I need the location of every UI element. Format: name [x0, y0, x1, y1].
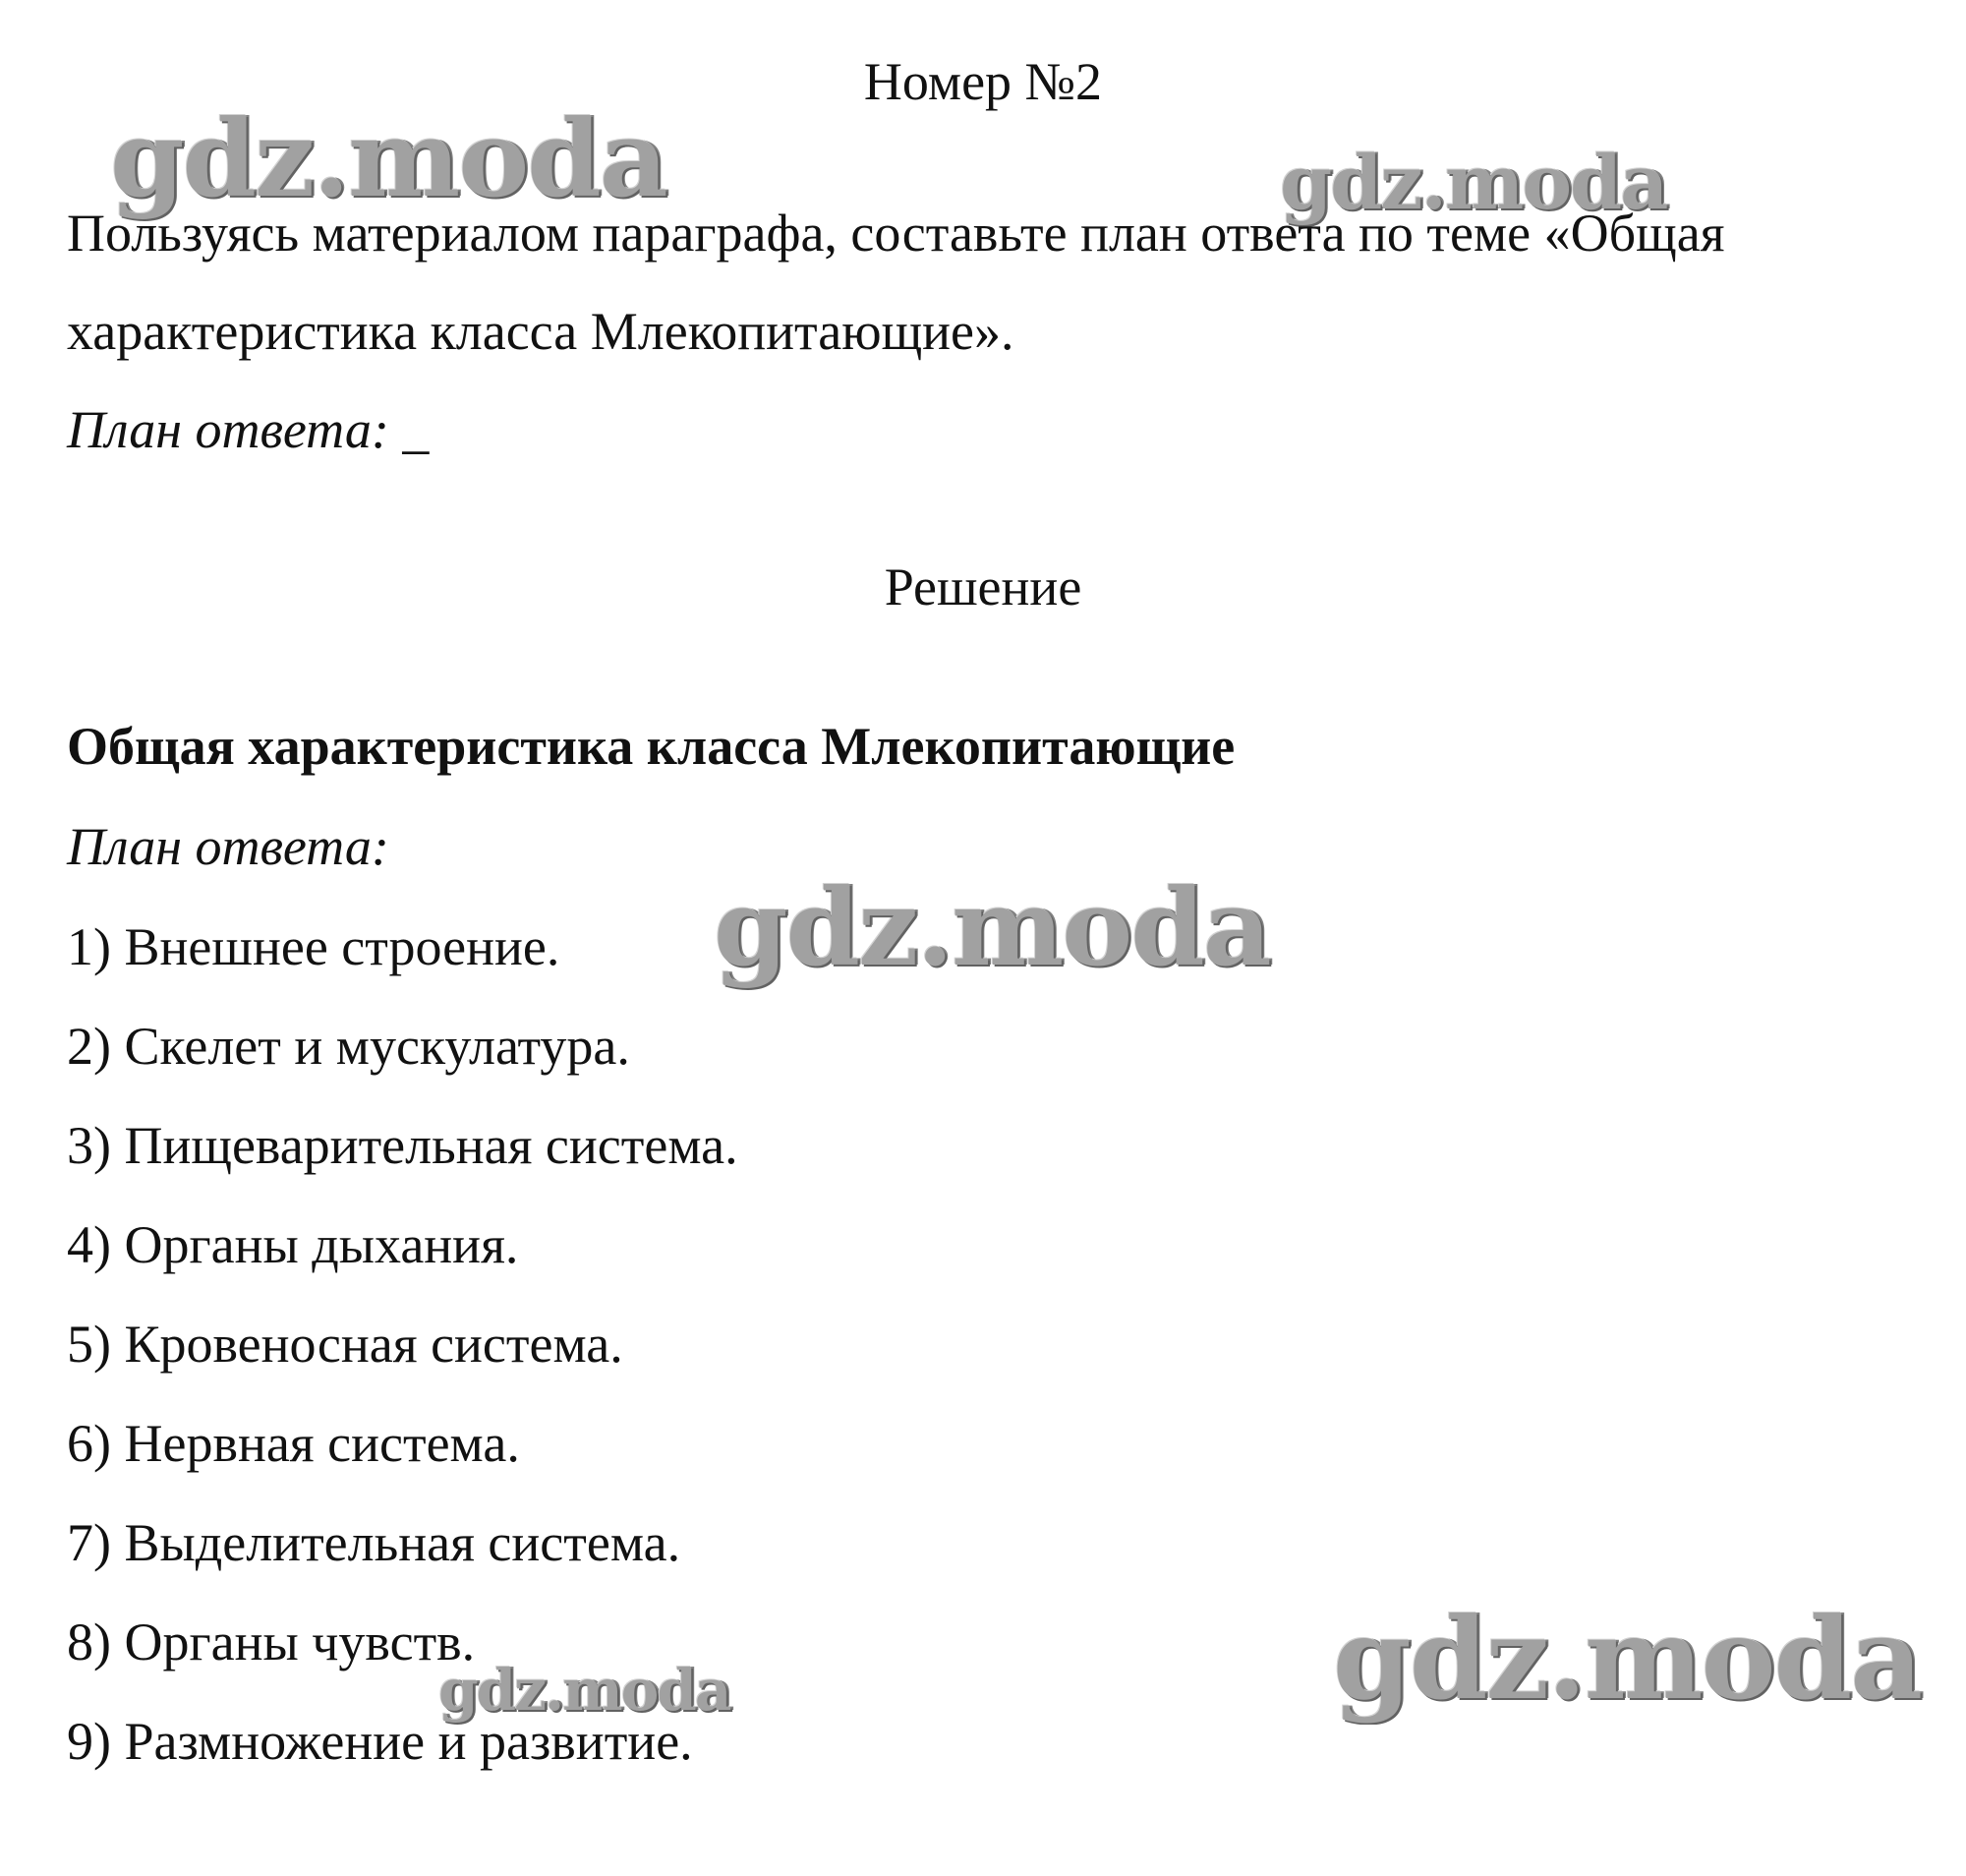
plan-list-item: 6) Нервная система.	[67, 1414, 520, 1473]
plan-list-item: 1) Внешнее строение.	[67, 917, 560, 976]
watermark-logo: gdz.moda	[1280, 139, 1667, 226]
plan-list-item: 5) Кровеносная система.	[67, 1315, 623, 1374]
answer-plan-prompt: План ответа: _	[67, 400, 430, 459]
solution-heading: Решение	[884, 557, 1082, 616]
watermark-logo: gdz.moda	[714, 866, 1270, 990]
watermark-logo: gdz.moda	[1333, 1593, 1922, 1725]
plan-list-item: 7) Выделительная система.	[67, 1513, 681, 1572]
plan-list-item: 8) Органы чувств.	[67, 1612, 476, 1671]
exercise-number-title: Номер №2	[863, 52, 1103, 111]
plan-list-item: 3) Пищеварительная система.	[67, 1116, 738, 1175]
solution-plan-label: План ответа:	[67, 817, 389, 876]
watermark-logo: gdz.moda	[110, 97, 666, 221]
plan-list-item: 4) Органы дыхания.	[67, 1215, 519, 1274]
plan-list-item: 9) Размножение и развитие.	[67, 1712, 693, 1771]
watermark-logo: gdz.moda	[438, 1657, 730, 1724]
plan-list-item: 2) Скелет и мускулатура.	[67, 1017, 630, 1076]
solution-topic-title: Общая характеристика класса Млекопитающие	[67, 717, 1236, 776]
task-text-line-2: характеристика класса Млекопитающие».	[67, 302, 1014, 361]
task-text-line-1: Пользуясь материалом параграфа, составьте план ответа по теме «Общая	[67, 204, 1725, 263]
